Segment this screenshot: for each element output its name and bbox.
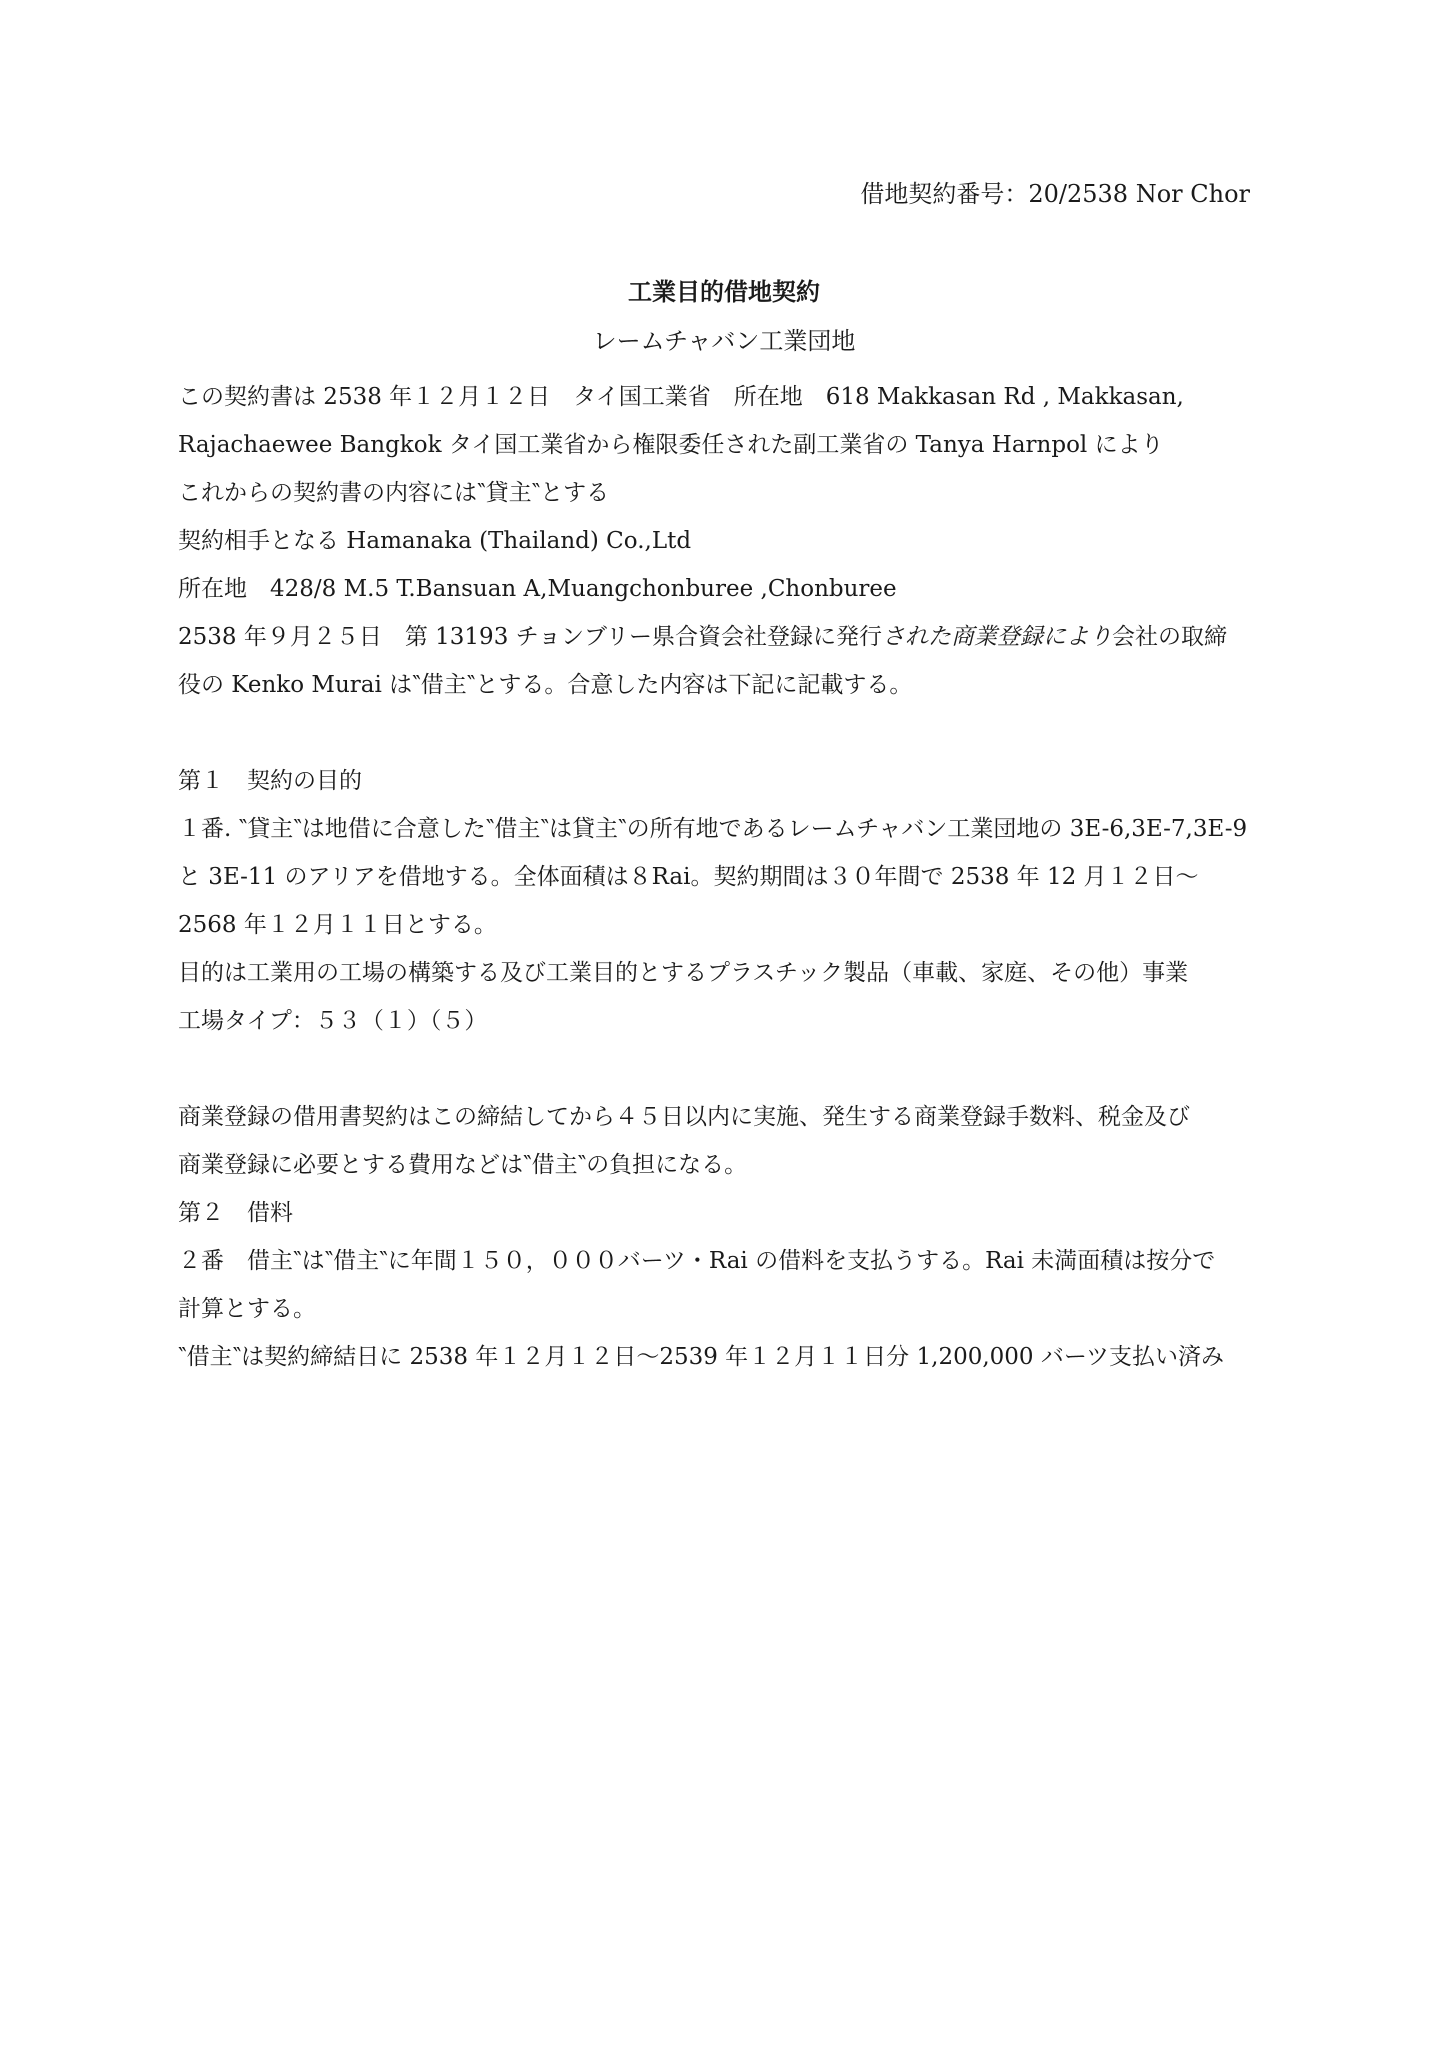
document-subtitle: レームチャバン工業団地 [592, 327, 856, 355]
intro-line-1: この契約書は 2538 年１２月１２日 タイ国工業省 所在地 618 Makkasan Rd , Makkasan, [178, 384, 1184, 410]
section-1-line-5: 工場タイプ：５３（１）（５） [178, 1008, 488, 1034]
section-2-heading: 第２ 借料 [178, 1200, 293, 1226]
intro-line-7: 役の Kenko Murai は‶借主‶とする。合意した内容は下記に記載する。 [178, 672, 913, 698]
section-1-line-3: 2568 年１２月１１日とする。 [178, 912, 497, 938]
intro-line-6-italic: された商業登録により [882, 624, 1113, 650]
intro-line-6-part-c: 会社の取締 [1112, 624, 1228, 650]
section-1-line-1: １番. ‶貸主‶は地借に合意した‶借主‶は貸主‶の所有地であるレームチャバン工業団地の 3E-6,3E-7,3E-9 [178, 816, 1248, 842]
document-title: 工業目的借地契約 [628, 277, 820, 306]
intro-line-2: Rajachaewee Bangkok タイ国工業省から権限委任された副工業省の Tanya Harnpol により [178, 432, 1164, 458]
contract-number: 借地契約番号：20/2538 Nor Chor [860, 180, 1250, 208]
spacer [178, 1045, 1278, 1093]
section-1-line-7: 商業登録に必要とする費用などは‶借主‶の負担になる。 [178, 1152, 748, 1178]
section-1-line-4: 目的は工業用の工場の構築する及び工業目的とするプラスチック製品（車載、家庭、その他）事業 [178, 960, 1189, 986]
spacer [178, 709, 1278, 757]
section-1-line-2: と 3E-11 のアリアを借地する。全体面積は８Rai。契約期間は３０年間で 2538 年 12 月１２日～ [178, 864, 1199, 890]
intro-line-6 [178, 613, 1278, 661]
section-2-line-3: ‶借主‶は契約締結日に 2538 年１２月１２日～2539 年１２月１１日分 1,200,000 バーツ支払い済み [178, 1344, 1224, 1370]
intro-line-4: 契約相手となる Hamanaka (Thailand) Co.,Ltd [178, 528, 692, 554]
intro-line-3: これからの契約書の内容には‶貸主‶とする [178, 480, 610, 506]
section-1-line-6: 商業登録の借用書契約はこの締結してから４５日以内に実施、発生する商業登録手数料、税金及び [178, 1104, 1190, 1130]
section-2-line-1: ２番 借主‶は‶借主‶に年間１５０，０００バーツ・Rai の借料を支払うする。Rai 未満面積は按分で [178, 1248, 1216, 1274]
intro-line-6-part-a: 2538 年９月２５日 第 13193 チョンブリー県合資会社登録に発行 [178, 624, 883, 650]
document-body [178, 373, 1278, 1381]
section-1-heading: 第１ 契約の目的 [178, 768, 362, 794]
intro-line-5: 所在地 428/8 M.5 T.Bansuan A,Muangchonburee ,Chonburee [178, 576, 897, 602]
section-2-line-2: 計算とする。 [178, 1296, 316, 1322]
